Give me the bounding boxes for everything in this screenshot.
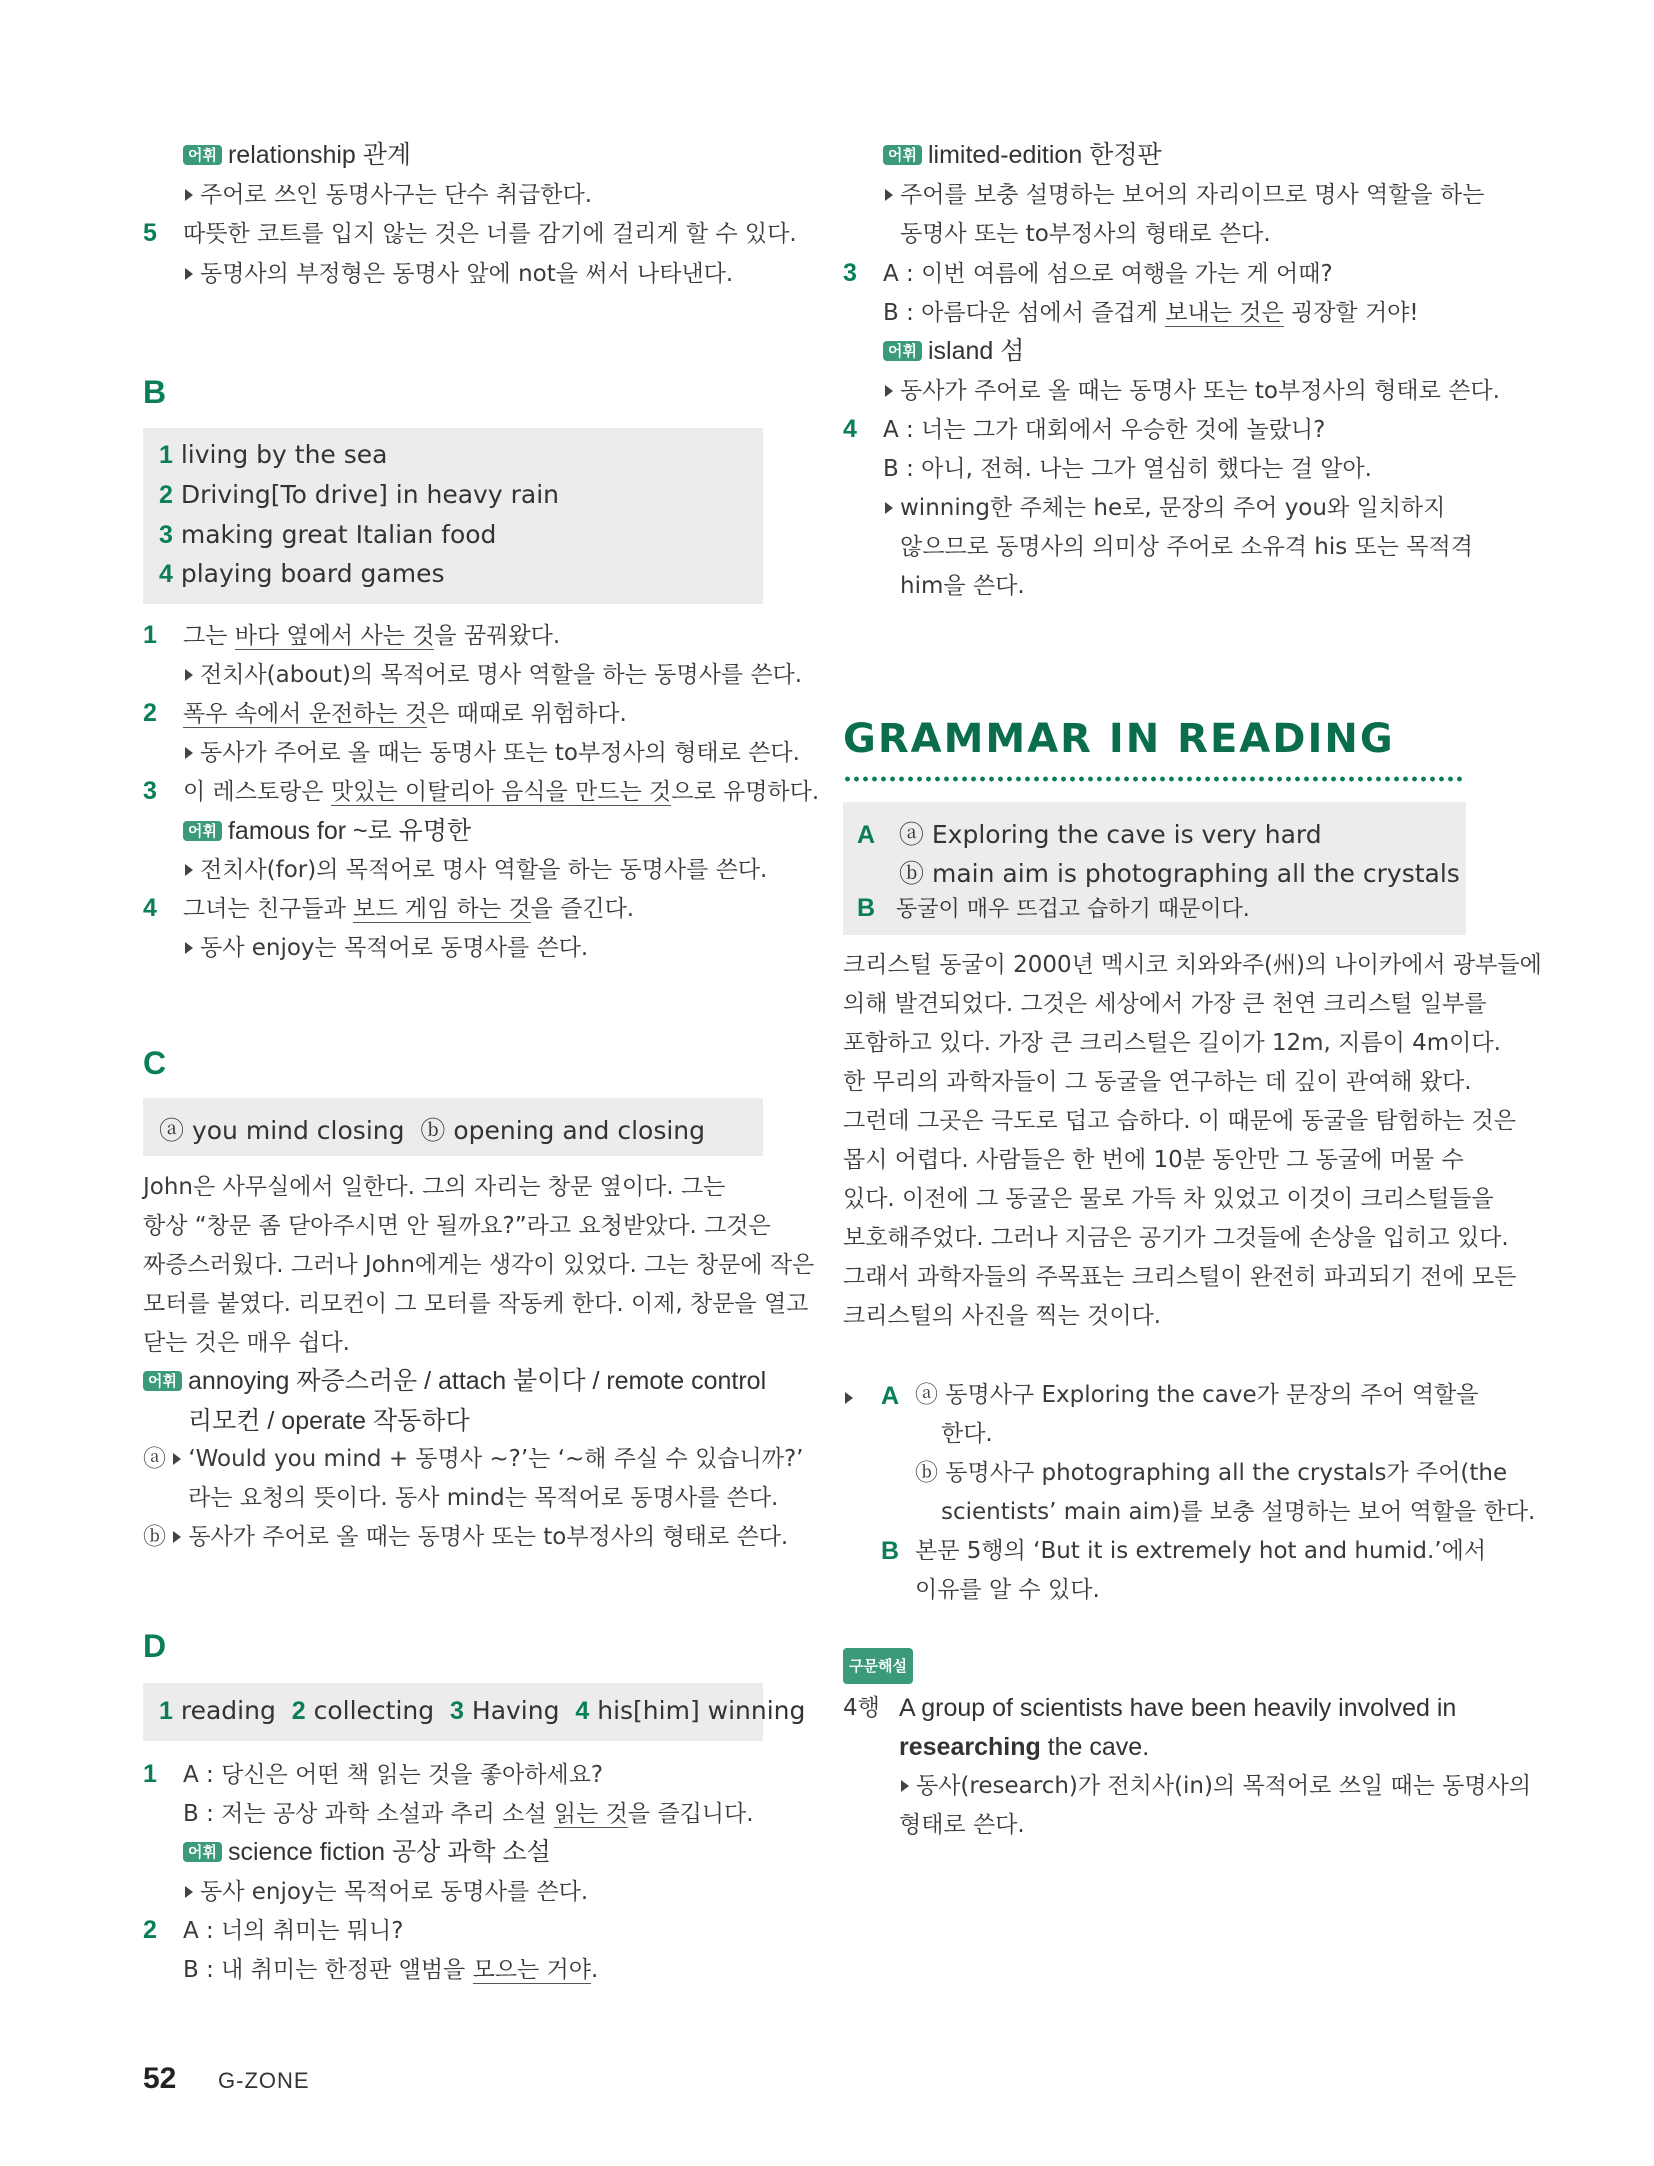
- item-number: 3: [843, 259, 857, 287]
- paragraph-line: 보호해주었다. 그러나 지금은 공기가 그것들에 손상을 입히고 있다.: [843, 1225, 1509, 1251]
- note-line: [185, 179, 592, 211]
- note-line: ⓑ 동사가 주어로 올 때는 동명사 또는 to부정사의 형태로 쓴다.: [143, 1524, 789, 1550]
- answer-line: ⓑ main aim is photographing all the crystals: [899, 859, 1460, 888]
- arrow-icon: [185, 747, 193, 759]
- vocab-line: 어휘 science fiction 공상 과학 소설: [183, 1836, 551, 1869]
- note-line-cont: him을 쓴다.: [900, 573, 1025, 599]
- vocab-line-cont: 리모컨 / operate 작동하다: [188, 1407, 470, 1435]
- line-number: 4행: [843, 1695, 880, 1721]
- note-line: 주어를 보충 설명하는 보어의 자리이므로 명사 역할을 하는: [885, 179, 1484, 211]
- dialogue-line: A : 당신은 어떤 책 읽는 것을 좋아하세요?: [183, 1762, 604, 1788]
- dialogue-line: B : 아니, 전혀. 나는 그가 열심히 했다는 걸 알아.: [883, 456, 1372, 482]
- answer-line: 3 making great Italian food: [159, 520, 497, 549]
- vocab-line: 어휘 famous for ~로 유명한: [183, 815, 471, 848]
- paragraph-line: 포함하고 있다. 가장 큰 크리스털은 길이가 12m, 지름이 4m이다.: [843, 1030, 1501, 1056]
- page-number: 52: [143, 2062, 177, 2095]
- answer-line: ⓐ you mind closing ⓑ opening and closing: [159, 1116, 706, 1145]
- syntax-sentence: A group of scientists have been heavily involved in: [899, 1694, 1457, 1722]
- section-title-d: D: [143, 1628, 167, 1664]
- paragraph-line: 짜증스러웠다. 그러나 John에게는 생각이 있었다. 그는 창문에 작은: [143, 1252, 815, 1278]
- vocab-text: relationship 관계: [227, 141, 412, 169]
- book-title: G-ZONE: [218, 2068, 310, 2093]
- note-line: winning한 주체는 he로, 문장의 주어 you와 일치하지: [885, 492, 1445, 524]
- note-line: ⓐ ‘Would you mind + 동명사 ~?’는 ‘~해 주실 수 있습니까?’: [143, 1446, 804, 1472]
- vocab-line: [183, 139, 411, 172]
- note-line-cont: 형태로 쓴다.: [899, 1812, 1025, 1838]
- paragraph-line: 크리스털의 사진을 찍는 것이다.: [843, 1303, 1162, 1329]
- dotted-divider: [843, 776, 1463, 782]
- note-line: 동사가 주어로 올 때는 동명사 또는 to부정사의 형태로 쓴다.: [885, 375, 1500, 407]
- note-line: 전치사(about)의 목적어로 명사 역할을 하는 동명사를 쓴다.: [185, 659, 802, 691]
- answer-line: B 동굴이 매우 뜨겁고 습하기 때문이다.: [857, 894, 1250, 922]
- explain-line: 본문 5행의 ‘But it is extremely hot and humid.’에서: [915, 1538, 1487, 1564]
- arrow-icon: [901, 1780, 909, 1792]
- arrow-icon: [885, 502, 893, 514]
- item-number: 2: [143, 1916, 157, 1944]
- dialogue-line: A : 너의 취미는 뭐니?: [183, 1918, 404, 1944]
- note-line: 동사(research)가 전치사(in)의 목적어로 쓰일 때는 동명사의: [901, 1770, 1531, 1802]
- arrow-icon: [185, 268, 193, 280]
- note-line-cont: 동명사 또는 to부정사의 형태로 쓴다.: [900, 221, 1271, 247]
- explain-label: B: [881, 1537, 900, 1565]
- arrow-icon: [185, 1886, 193, 1898]
- note-line-cont: 라는 요청의 뜻이다. 동사 mind는 목적어로 동명사를 쓴다.: [188, 1485, 779, 1511]
- dialogue-line: B : 저는 공상 과학 소설과 추리 소설 읽는 것을 즐깁니다.: [183, 1801, 754, 1827]
- arrow-icon: [173, 1531, 181, 1543]
- note-line: 동사가 주어로 올 때는 동명사 또는 to부정사의 형태로 쓴다.: [185, 737, 800, 769]
- answer-line: 4 playing board games: [159, 559, 445, 588]
- note-line-cont: 않으므로 동명사의 의미상 주어로 소유격 his 또는 목적격: [900, 534, 1473, 560]
- answer-line: 1 reading 2 collecting 3 Having 4 his[him] winning: [159, 1696, 806, 1725]
- arrow-icon: [185, 942, 193, 954]
- paragraph-line: 항상 “창문 좀 닫아주시면 안 될까요?”라고 요청받았다. 그것은: [143, 1213, 771, 1239]
- answer-box-d: [143, 1683, 806, 1741]
- answer-box-c: [143, 1098, 763, 1156]
- paragraph-line: 그런데 그곳은 극도로 덥고 습하다. 이 때문에 동굴을 탐험하는 것은: [843, 1108, 1516, 1134]
- explain-line: ⓐ 동명사구 Exploring the cave가 문장의 주어 역할을: [915, 1382, 1479, 1408]
- answer-box-grammar: [843, 802, 1466, 935]
- paragraph-line: 몹시 어렵다. 사람들은 한 번에 10분 동안만 그 동굴에 머물 수: [843, 1147, 1464, 1173]
- item-number: 4: [843, 415, 857, 443]
- paragraph-line: John은 사무실에서 일한다. 그의 자리는 창문 옆이다. 그는: [143, 1174, 726, 1200]
- sentence: 따뜻한 코트를 입지 않는 것은 너를 감기에 걸리게 할 수 있다.: [183, 221, 797, 247]
- syntax-sentence: researching the cave.: [899, 1733, 1150, 1761]
- item-number: 3: [143, 777, 157, 805]
- answer-line: A ⓐ Exploring the cave is very hard: [857, 820, 1322, 849]
- arrow-icon: [845, 1392, 853, 1404]
- item-number: 2: [143, 699, 157, 727]
- item-number: 4: [143, 894, 157, 922]
- arrow-icon: [173, 1453, 181, 1465]
- arrow-icon: [185, 189, 193, 201]
- vocab-line: 어휘 annoying 짜증스러운 / attach 붙이다 / remote control: [143, 1365, 766, 1398]
- section-title-c: C: [143, 1045, 167, 1081]
- sentence: 폭우 속에서 운전하는 것은 때때로 위험하다.: [183, 701, 627, 727]
- section-heading: GRAMMAR IN READING: [843, 716, 1395, 762]
- paragraph-line: 있다. 이전에 그 동굴은 물로 가득 차 있었고 이것이 크리스털들을: [843, 1186, 1494, 1212]
- paragraph-line: 모터를 붙였다. 리모컨이 그 모터를 작동케 한다. 이제, 창문을 열고: [143, 1291, 809, 1317]
- paragraph-line: 의해 발견되었다. 그것은 세상에서 가장 큰 천연 크리스털 일부를: [843, 991, 1487, 1017]
- dialogue-line: B : 내 취미는 한정판 앨범을 모으는 거야.: [183, 1957, 599, 1983]
- paragraph-line: 닫는 것은 매우 쉽다.: [143, 1330, 350, 1356]
- answer-line: 1 living by the sea: [159, 440, 388, 469]
- dialogue-line: B : 아름다운 섬에서 즐겁게 보내는 것은 굉장할 거야!: [883, 300, 1419, 326]
- arrow-icon: [185, 864, 193, 876]
- explain-line: scientists’ main aim)를 보충 설명하는 보어 역할을 한다.: [941, 1499, 1536, 1525]
- explain-line: 이유를 알 수 있다.: [915, 1577, 1100, 1603]
- note-line: [185, 258, 733, 290]
- sentence: 그녀는 친구들과 보드 게임 하는 것을 즐긴다.: [183, 896, 635, 922]
- explain-line: ⓑ 동명사구 photographing all the crystals가 주어(the: [915, 1460, 1508, 1486]
- note-text: 주어로 쓰인 동명사구는 단수 취급한다.: [200, 182, 593, 208]
- arrow-icon: [885, 189, 893, 201]
- dialogue-line: A : 이번 여름에 섬으로 여행을 가는 게 어때?: [883, 261, 1333, 287]
- arrow-icon: [185, 669, 193, 681]
- note-line: 동사 enjoy는 목적어로 동명사를 쓴다.: [185, 932, 588, 964]
- item-number: 5: [143, 219, 157, 247]
- note-line: 전치사(for)의 목적어로 명사 역할을 하는 동명사를 쓴다.: [185, 854, 767, 886]
- answer-line: 2 Driving[To drive] in heavy rain: [159, 480, 559, 509]
- section-title-b: B: [143, 374, 167, 410]
- dialogue-line: A : 너는 그가 대회에서 우승한 것에 놀랐니?: [883, 417, 1326, 443]
- paragraph-line: 그래서 과학자들의 주목표는 크리스털이 완전히 파괴되기 전에 모든: [843, 1264, 1517, 1290]
- vocab-line: 어휘 island 섬: [883, 335, 1024, 368]
- note-text: 동명사의 부정형은 동명사 앞에 not을 써서 나타낸다.: [200, 261, 734, 287]
- syntax-tag: 구문해설: [843, 1648, 913, 1684]
- vocab-line: 어휘 limited-edition 한정판: [883, 139, 1162, 172]
- paragraph-line: 한 무리의 과학자들이 그 동굴을 연구하는 데 깊이 관여해 왔다.: [843, 1069, 1472, 1095]
- sentence: 이 레스토랑은 맛있는 이탈리아 음식을 만드는 것으로 유명하다.: [183, 779, 820, 805]
- paragraph-line: 크리스털 동굴이 2000년 멕시코 치와와주(州)의 나이카에서 광부들에: [843, 952, 1542, 978]
- sentence: 그는 바다 옆에서 사는 것을 꿈꿔왔다.: [183, 623, 561, 649]
- explain-line: 한다.: [941, 1421, 993, 1447]
- vocab-tag: 어휘: [183, 145, 222, 165]
- explain-marker: [845, 1382, 860, 1414]
- explain-label: A: [881, 1382, 900, 1410]
- item-number: 1: [143, 621, 157, 649]
- note-line: 동사 enjoy는 목적어로 동명사를 쓴다.: [185, 1876, 588, 1908]
- arrow-icon: [885, 385, 893, 397]
- answer-box-b: [143, 428, 763, 604]
- item-number: 1: [143, 1760, 157, 1788]
